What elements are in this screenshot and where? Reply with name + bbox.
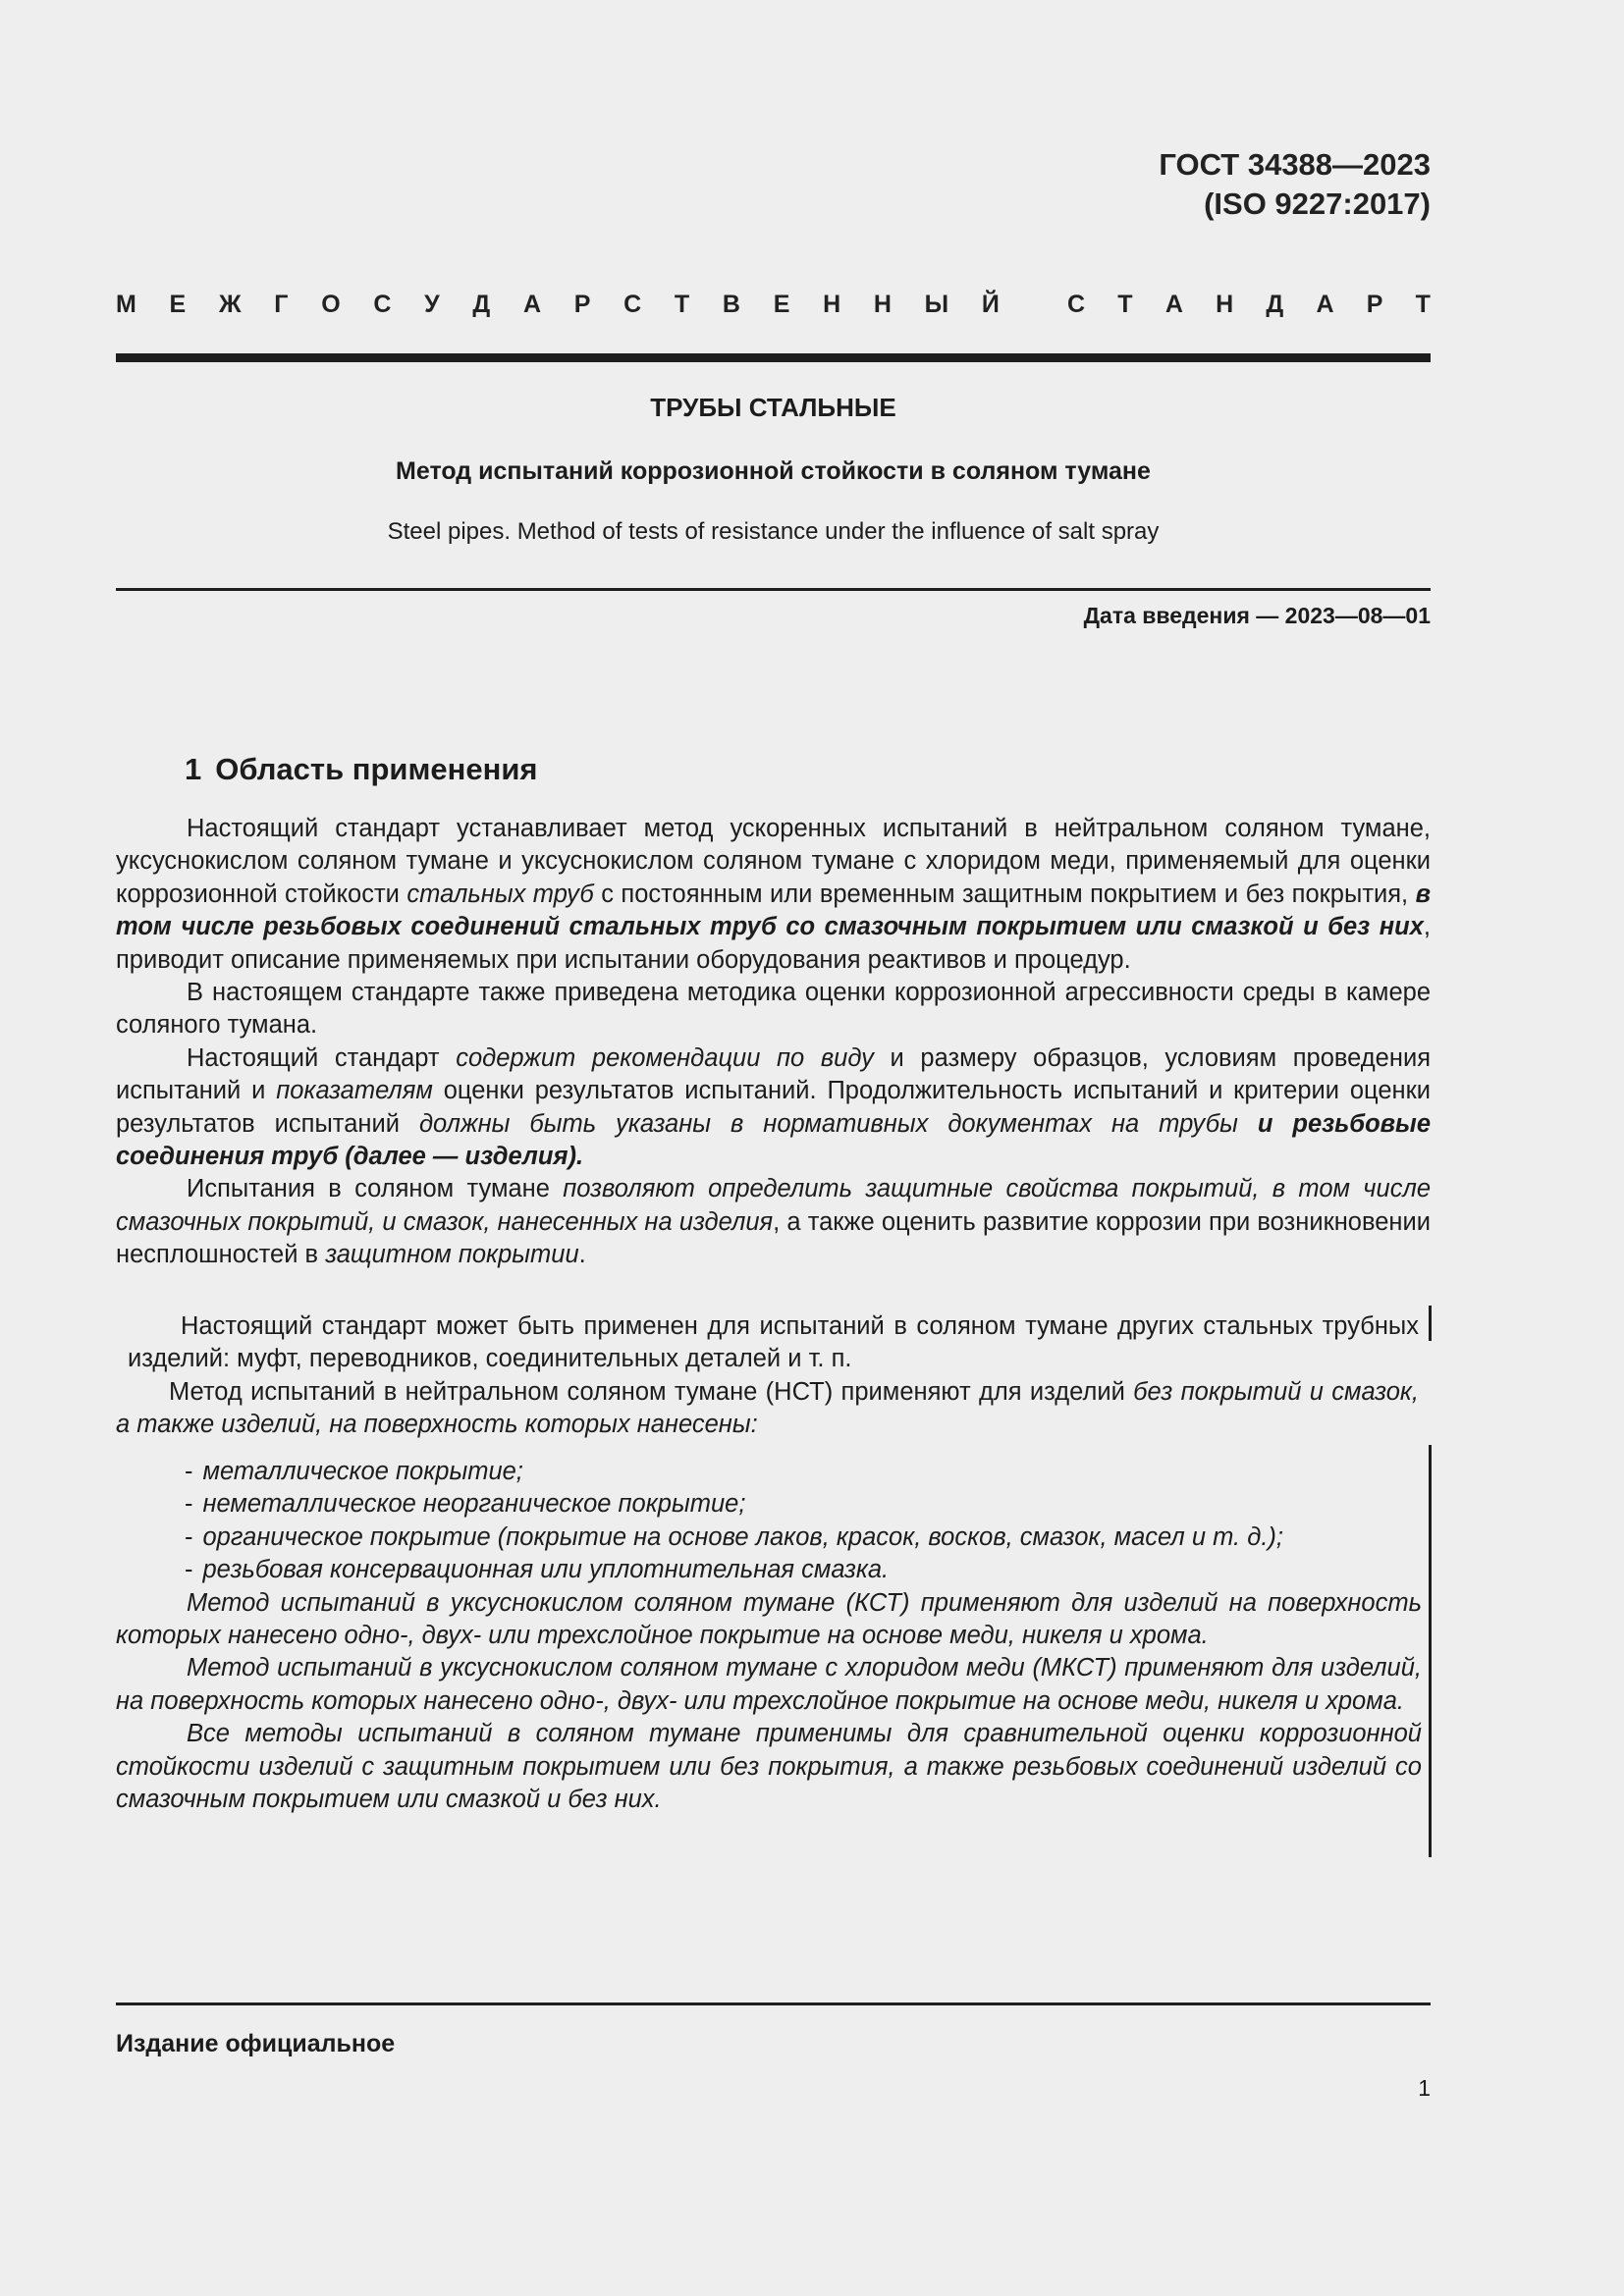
text-run-italic: позволяют определить защитные свойства покрытий, в том числе смазочных покрытий, и смазок, нанесенных на изделия [116,1175,1432,1236]
text-run: . [578,1241,586,1269]
document-subtitle: Метод испытаний коррозионной стойкости в соляном тумане [396,457,1151,485]
text-run: , а также оценить развитие коррозии при возникновении несплошностей в [116,1207,1432,1269]
text-run: Испытания в соляном тумане [187,1175,564,1203]
paragraph-2: В настоящем стандарте также приведена методика оценки коррозионной агрессивности среды в камере соляного тумана. [116,979,1431,1040]
label-letter: М [116,291,136,318]
paragraph-5: Настоящий стандарт может быть применен для испытаний в соляном тумане других стальных трубных изделий: муфт, переводников, соединительных деталей и т. п. [128,1312,1419,1373]
page-number: 1 [1418,2075,1431,2101]
change-bar [1429,1306,1432,1341]
text-run: Настоящий стандарт [187,1043,457,1072]
list-item [116,1522,1422,1554]
text-run: оценки результатов испытаний. Продолжительность испытаний и критерии оценки результатов испытаний [116,1077,1431,1138]
label-letter: А [1164,291,1183,318]
list-item [116,1456,1422,1488]
document-title: ТРУБЫ СТАЛЬНЫЕ [650,393,896,422]
scope-text [116,813,1431,1272]
list-item-text: металлическое покрытие; [202,1458,523,1485]
label-letter: Н [873,291,892,318]
gost-number: ГОСТ 34388—2023 [1159,147,1431,182]
label-letter: О [321,291,341,318]
paragraph-1 [116,813,1431,977]
paragraph-9: Все методы испытаний в соляном тумане применимы для сравнительной оценки коррозионной стойкости изделий с защитным покрытием или без покрытия, а также резьбовых соединений изделий со смазочным покрытием или смазкой и без них. [116,1720,1422,1814]
list-item-text: резьбовая консервационная или уплотнительная смазка. [202,1556,890,1584]
label-letter: Г [274,291,289,318]
text-run-italic: показателям [276,1077,433,1105]
label-letter: С [1067,291,1086,318]
text-run-italic: защитном покрытии [325,1241,579,1269]
list-dash: - [185,1458,193,1485]
label-letter: Е [169,291,187,318]
text-run-italic: содержит рекомендации по виду [456,1043,874,1072]
header-divider-thick [116,353,1431,362]
label-letter: Р [1366,291,1383,318]
list-item [116,1554,1422,1586]
section-number: 1 [185,752,202,786]
paragraph-4 [116,1173,1431,1271]
label-letter: Ж [218,291,242,318]
list-dash: - [185,1556,193,1584]
list-item-text: органическое покрытие (покрытие на основе лаков, красок, восков, смазок, масел и т. д.); [202,1522,1283,1551]
text-run-italic: должны быть указаны в нормативных документах на трубы [418,1109,1238,1138]
label-letter: Т [1415,291,1431,318]
paragraph-3 [116,1042,1431,1174]
change-bar [1429,1445,1432,1857]
list-item [116,1488,1422,1521]
official-edition-label: Издание официальное [116,2030,396,2057]
english-title: Steel pipes. Method of tests of resistance under the influence of salt spray [387,518,1160,545]
iso-number: (ISO 9227:2017) [1204,187,1431,221]
interstate-standard-label [116,291,1431,319]
methods-text [116,1456,1422,1816]
label-letter: Е [773,291,790,318]
title-divider [116,588,1431,591]
text-run: Метод испытаний в нейтральном соляном тумане (НСТ) применяют для изделий [169,1377,1134,1406]
section-heading [185,752,538,787]
scope-text-amended [116,1310,1419,1442]
text-run: , приводит описание применяемых при испытании оборудования реактивов и процедур. [116,913,1431,974]
text-run-italic: стальных труб [406,880,594,908]
label-letter: Т [1117,291,1133,318]
text-run-italic: без покрытий и смазок, а также изделий, на поверхность которых нанесены: [116,1377,1419,1439]
label-letter: Й [981,291,1000,318]
text-run-bold-italic: и резьбовые соединения труб (далее — изделия). [116,1109,1432,1171]
label-letter: У [424,291,440,318]
footer-divider [116,2002,1431,2005]
label-letter: В [722,291,740,318]
introduction-date: Дата введения — 2023—08—01 [1083,603,1431,628]
label-letter: С [623,291,642,318]
text-run: с постоянным или временным защитным покрытием и без покрытия, [593,880,1416,908]
paragraph-6 [116,1376,1419,1442]
label-letter: Ы [924,291,949,318]
text-run-bold-italic: в том числе резьбовых соединений стальных труб со смазочным покрытием или смазкой и без них [116,880,1431,941]
document-code [1159,145,1431,224]
label-letter: Д [1266,291,1284,318]
section-title: Область применения [215,752,538,786]
paragraph-8: Метод испытаний в уксуснокислом соляном тумане с хлоридом меди (МКСТ) применяют для изделий, на поверхность которых нанесено одно-, двух- или трехслойное покрытие на основе меди, никеля и хрома. [116,1654,1422,1715]
label-letter: А [1316,291,1334,318]
text-run: и размеру образцов, условиям проведения испытаний и [116,1043,1431,1105]
label-letter: А [522,291,542,318]
label-letter: Н [1216,291,1234,318]
paragraph-7: Метод испытаний в уксуснокислом соляном тумане (КСТ) применяют для изделий на поверхность которых нанесено одно-, двух- или трехслойное покрытие на основе меди, никеля и хрома. [116,1588,1422,1650]
list-item-text: неметаллическое неорганическое покрытие; [202,1490,746,1519]
label-letter: Т [674,291,690,318]
label-letter: Д [472,291,491,318]
label-letter: С [373,291,392,318]
label-letter: Н [823,291,841,318]
text-run: Настоящий стандарт устанавливает метод ускоренных испытаний в нейтральном соляном тумане, уксуснокислом соляном тумане и уксуснокислом соляном тумане с хлоридом меди, применяемый для оценки коррозионной стойкости [116,815,1431,908]
standard-label-word-2 [1067,291,1431,319]
list-dash: - [185,1490,193,1519]
list-dash: - [185,1522,193,1551]
label-letter: Р [573,291,591,318]
standard-label-word-1 [116,291,1000,319]
